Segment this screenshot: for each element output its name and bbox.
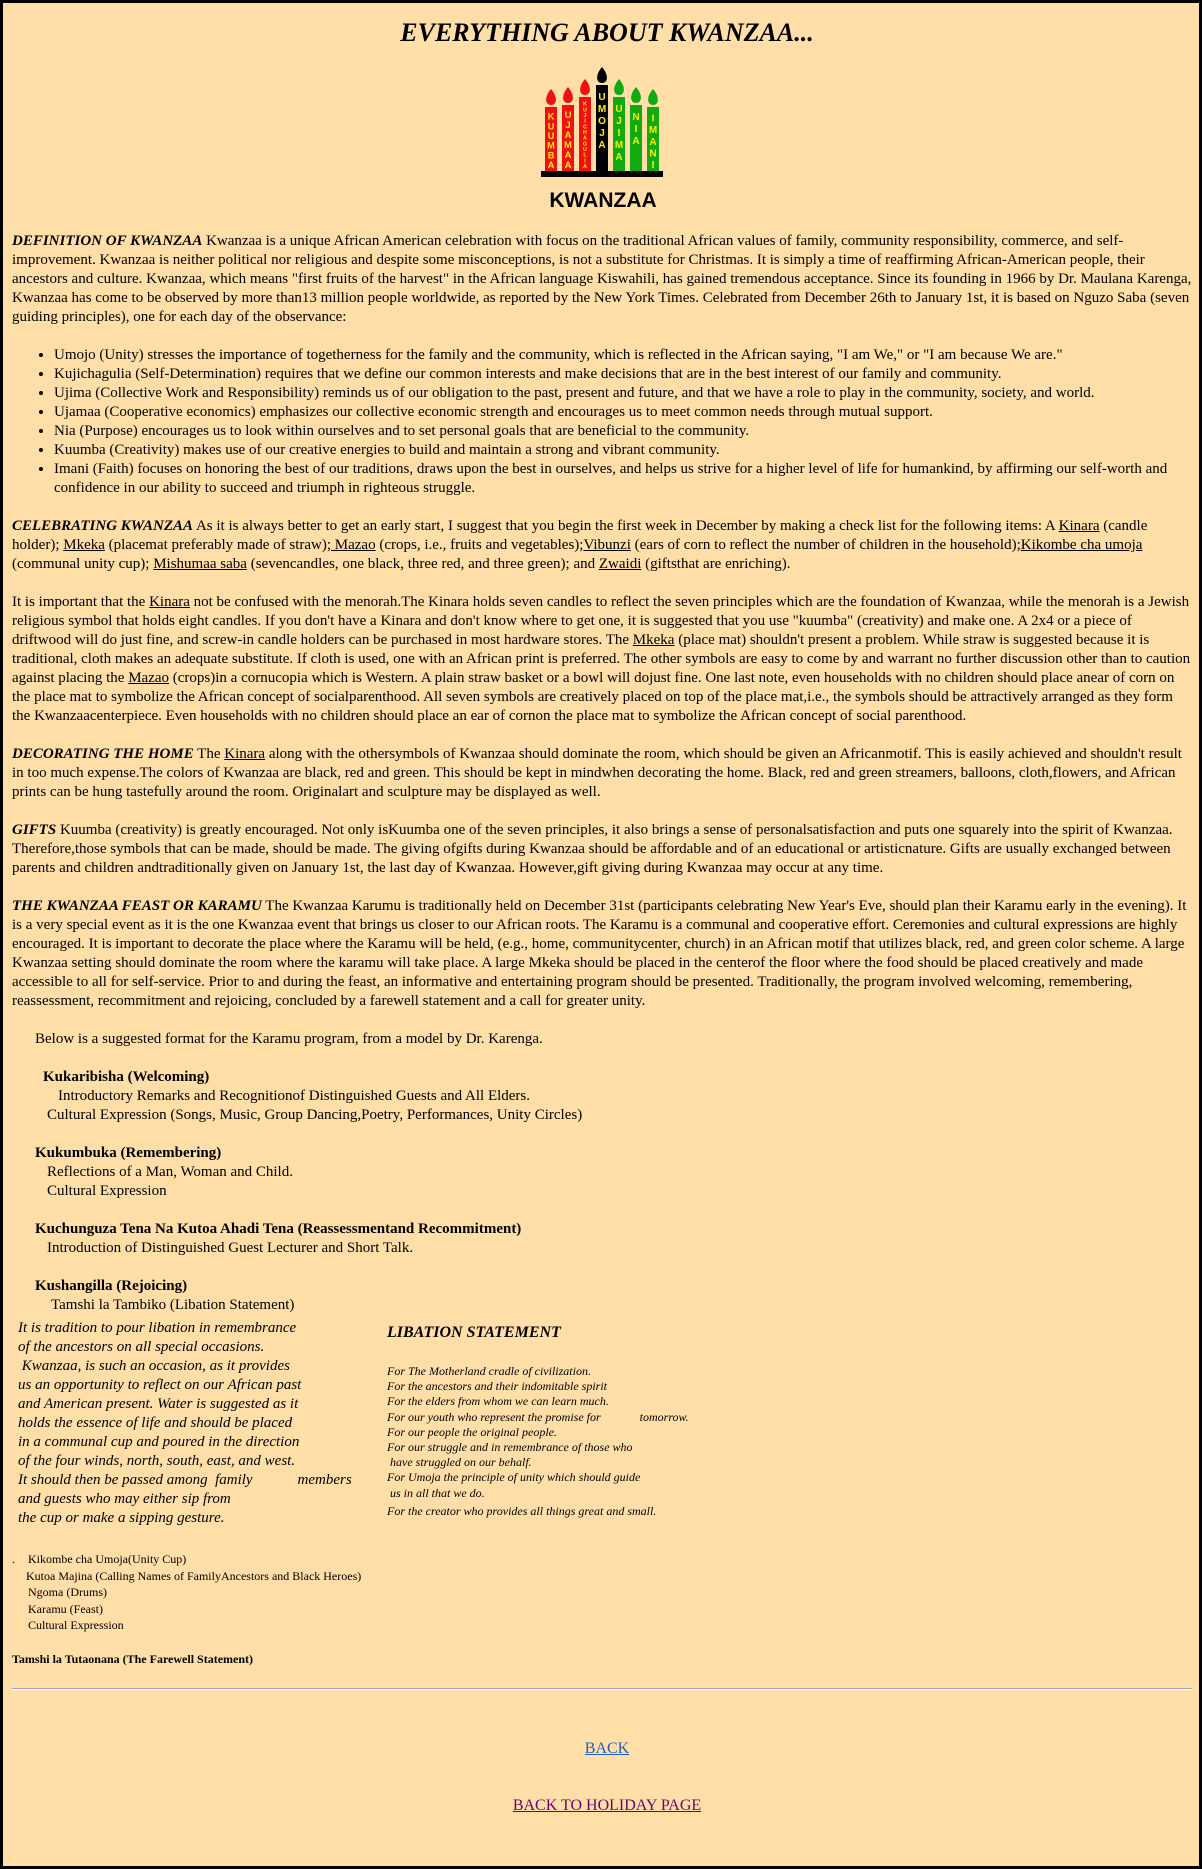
candle-letter: J bbox=[565, 120, 571, 131]
candle-ujamaa bbox=[562, 87, 574, 171]
link-mkeka[interactable]: Mkeka bbox=[63, 537, 105, 553]
kwanzaa-logo bbox=[537, 67, 687, 215]
candle-umoja bbox=[596, 67, 608, 171]
libation-statement-line: have struggled on our behalf. bbox=[387, 1455, 532, 1470]
definition-text: Kwanzaa is a unique African American celebration with focus on the traditional African values of family, community responsibility, commerce, and self-improvement. Kwanzaa is neither political nor religious and despite some misconceptions, is not a substitute for Christmas. It is simply a time of reaffirming African-American people, their ancestors and culture. Kwanzaa, which means "first fruits of the harvest" in the African language Kiswahili, has gained tremendous acceptance. Since its founding in 1966 by Dr. Maulana Karenga, Kwanzaa has come to be observed by more than13 million people worldwide, as reported by the New York Times. Celebrated from December 26th to January 1st, it is based on Nguzo Saba (seven guiding principles), one for each day of the observance: bbox=[12, 233, 1192, 325]
libation-statement-line: For our struggle and in remembrance of those who bbox=[387, 1440, 633, 1455]
program-heading: Kuchunguza Tena Na Kutoa Ahadi Tena (Reassessmentand Recommitment) bbox=[35, 1221, 522, 1237]
feast-paragraph bbox=[12, 897, 1192, 1011]
list-item: • Ujima (Collective Work and Responsibility) reminds us of our obligation to the past, present and future, and that we have a role to play in the community, society, and world. bbox=[54, 384, 1202, 403]
libation-statement bbox=[387, 1364, 787, 1519]
libation-line: and American present. Water is suggested as it bbox=[18, 1396, 299, 1412]
link-vibunzi[interactable]: Vibunzi bbox=[583, 537, 631, 553]
feast-heading: THE KWANZAA FEAST OR KARAMU bbox=[12, 898, 262, 914]
link-kinara[interactable]: Kinara bbox=[224, 746, 266, 762]
libation-explanation bbox=[18, 1319, 388, 1528]
candle-letter: I bbox=[651, 160, 655, 171]
celebrating-text: (ears of corn to reflect the number of children in the household); bbox=[630, 537, 1021, 553]
candle-kuumba bbox=[545, 89, 557, 171]
candle-letter: I bbox=[617, 128, 621, 139]
program-heading: Kushangilla (Rejoicing) bbox=[35, 1278, 188, 1294]
candle-kujichagulia bbox=[579, 79, 591, 171]
flame-icon bbox=[580, 79, 590, 95]
libation-statement-line: us in all that we do. bbox=[387, 1485, 485, 1500]
link-kinara[interactable]: Kinara bbox=[1058, 518, 1100, 534]
candle-letter: I bbox=[651, 113, 655, 125]
candle-letter: U bbox=[547, 121, 555, 132]
list-item: • Kujichagulia (Self-Determination) requires that we define our common interests and make decisions that are in the best interest of our family and community. bbox=[54, 365, 1202, 384]
link-kinara[interactable]: Kinara bbox=[149, 594, 190, 610]
flame-icon bbox=[614, 79, 624, 95]
candle-letter: I bbox=[584, 158, 586, 165]
link-mazao[interactable]: Mazao bbox=[331, 537, 376, 553]
candle-letter: A bbox=[564, 160, 572, 171]
back-to-holiday-page-link[interactable]: BACK TO HOLIDAY PAGE bbox=[512, 1797, 702, 1814]
celebrating-text: (candle holder); bbox=[12, 518, 1148, 553]
candle-letter: A bbox=[615, 152, 623, 163]
link-kikombe-cha-umoja[interactable]: Kikombe cha umoja bbox=[1020, 537, 1143, 553]
candle-letter: M bbox=[547, 140, 555, 151]
libation-statement-line: For our people the original people. bbox=[387, 1424, 557, 1439]
decorating-paragraph bbox=[12, 745, 1192, 802]
libation-line: the cup or make a sipping gesture. bbox=[18, 1510, 225, 1526]
kinara-text: (place mat) shouldn't present a problem. While straw is suggested because it is traditional, cloth makes an adequate substitute. If cloth is used, one with an African print is preferred. The other symbols are easy to come by and warrant no further discussion other than to caution against placing the bbox=[12, 632, 1191, 686]
kinara-paragraph bbox=[12, 593, 1192, 726]
candle-letter: U bbox=[564, 110, 572, 121]
candle-letter: C bbox=[583, 124, 587, 131]
libation-line: It is tradition to pour libation in remembrance bbox=[18, 1320, 297, 1336]
candle-letter: I bbox=[634, 124, 638, 135]
list-item: Kutoa Majina (Calling Names of FamilyAncestors and Black Heroes) bbox=[26, 1568, 362, 1583]
candle-letter: U bbox=[583, 147, 587, 153]
libation-line: in a communal cup and poured in the direction bbox=[18, 1434, 300, 1450]
libation-line: and guests who may either sip from bbox=[18, 1491, 231, 1507]
candle-letter: B bbox=[547, 150, 555, 161]
candle-letter: M bbox=[648, 125, 658, 137]
candle-letter: H bbox=[583, 130, 587, 136]
decorating-text: along with the othersymbols of Kwanzaa should dominate the room, which should be given an Africanmotif. This is easily achieved and shouldn't result in too much expense.The colors of Kwanzaa are black, red and green. This should be kept in mindwhen decorating the home. Black, red and green streamers, balloons, cloth,flowers, and African prints can be hung tastefully around the room. Originalart and sculpture may be displayed as well. bbox=[12, 746, 1182, 800]
definition-paragraph bbox=[12, 232, 1192, 327]
candle-letter: A bbox=[547, 160, 555, 170]
program-item: Tamshi la Tambiko (Libation Statement) bbox=[51, 1297, 295, 1313]
flame-icon bbox=[648, 89, 658, 105]
libation-line: holds the essence of life and should be placed bbox=[18, 1415, 293, 1431]
decorating-heading: DECORATING THE HOME bbox=[12, 746, 194, 762]
libation-line: us an opportunity to reflect on our African past bbox=[18, 1377, 302, 1393]
list-item: • Imani (Faith) focuses on honoring the best of our traditions, draws upon the best in ourselves, and helps us strive for a higher level of life for humankind, by affirming our self-worth and confidence in our ability to succeed and triumph in righteous struggle. bbox=[54, 460, 1202, 498]
celebrating-paragraph bbox=[12, 517, 1192, 574]
program-heading: Kukaribisha (Welcoming) bbox=[43, 1069, 210, 1085]
candle-letter: L bbox=[583, 152, 587, 159]
libation-line: Kwanzaa, is such an occasion, as it provides bbox=[18, 1358, 290, 1374]
closing-bullet: . bbox=[12, 1552, 15, 1566]
flame-icon bbox=[631, 87, 641, 103]
page-title: EVERYTHING ABOUT KWANZAA... bbox=[400, 18, 814, 47]
list-item: • Nia (Purpose) encourages us to look within ourselves and to set personal goals that are beneficial to the community. bbox=[54, 422, 1202, 441]
link-mkeka[interactable]: Mkeka bbox=[632, 632, 675, 648]
candle-letter: O bbox=[598, 116, 606, 127]
list-item: Ngoma (Drums) bbox=[28, 1585, 107, 1599]
candle-letter: A bbox=[564, 150, 572, 161]
list-item: • Umojo (Unity) stresses the importance of togetherness for the family and the community, which is reflected in the African saying, "I am We," or "I am because We are." bbox=[54, 346, 1202, 365]
libation-statement-line: For the ancestors and their indomitable spirit bbox=[387, 1379, 607, 1394]
link-zwaidi[interactable]: Zwaidi bbox=[598, 556, 642, 572]
candle-letter: U bbox=[615, 104, 623, 115]
program-item: Cultural Expression bbox=[47, 1183, 167, 1199]
candle-letter: N bbox=[649, 148, 657, 160]
list-item: Karamu (Feast) bbox=[28, 1601, 103, 1616]
list-item: Kikombe cha Umoja(Unity Cup) bbox=[28, 1552, 187, 1566]
feast-text: The Kwanzaa Karumu is traditionally held on December 31st (participants celebrating New Year's Eve, should plan their Karamu early in the evening). It is a very special event as it is the one Kwanzaa event that brings us closer to our African roots. The Karamu is a communal and cooperative effort. Ceremonies and cultural expressions are highly encouraged. It is important to decorate the place where the Karamu will be held, (e.g., home, communitycenter, church) in an African motif that utilizes black, red, and green color scheme. A large Kwanzaa setting should dominate the room where the karamu will take place. A large Mkeka should be placed in the centerof the floor where the food should be placed creatively and made accessible to all for self-service. Prior to and during the feast, an informative and entertaining program should be presented. Traditionally, the program involved welcoming, remembering, reassessment, recommitment and rejoicing, concluded by a farewell statement and a call for greater unity. bbox=[12, 898, 1187, 1009]
flame-icon bbox=[546, 89, 556, 105]
candle-letter: M bbox=[564, 140, 572, 151]
principles-list bbox=[12, 346, 1202, 498]
candle-letter: J bbox=[583, 113, 587, 119]
flame-icon bbox=[597, 67, 607, 83]
farewell-statement: Tamshi la Tutaonana (The Farewell Statement) bbox=[12, 1652, 254, 1666]
libation-title: LIBATION STATEMENT bbox=[387, 1324, 561, 1341]
candle-letter: M bbox=[597, 104, 607, 115]
candle-letter: U bbox=[598, 92, 606, 103]
libation-line: of the ancestors on all special occasions. bbox=[18, 1339, 265, 1355]
libation-line: of the four winds, north, south, east, and west. bbox=[18, 1453, 296, 1469]
candle-letter: I bbox=[584, 118, 586, 125]
candle-letter: K bbox=[583, 101, 587, 108]
candle-letter: U bbox=[583, 107, 587, 114]
kinara-text: not be confused with the menorah.The Kinara holds seven candles to reflect the seven principles which are the foundation of Kwanzaa, while the menorah is a Jewish religious symbol that holds eight candles. If you don't have a Kinara and don't know where to get one, it is suggested that you use "kuumba" (creativity) and make one. A 2x4 or a piece of driftwood will do just fine, and screw-in candle holders can be purchased in most hardware stores. The bbox=[12, 594, 1190, 648]
definition-heading: DEFINITION OF KWANZAA bbox=[12, 233, 203, 249]
candle-letter: A bbox=[583, 164, 587, 170]
celebrating-text: (crops, i.e., fruits and vegetables); bbox=[375, 537, 584, 553]
kwanzaa-wordmark: KWANZAA bbox=[549, 189, 657, 212]
celebrating-text: (sevencandles, one black, three red, and three green); and bbox=[246, 556, 599, 572]
back-link[interactable]: BACK bbox=[584, 1740, 630, 1757]
candle-letter: K bbox=[547, 111, 555, 122]
candle-nia bbox=[630, 87, 642, 171]
candle-letter: M bbox=[614, 140, 624, 151]
program-item: Introductory Remarks and Recognitionof Distinguished Guests and All Elders. bbox=[58, 1088, 531, 1104]
list-item: Cultural Expression bbox=[28, 1618, 124, 1632]
libation-statement-line: For our youth who represent the promise for tomorrow. bbox=[387, 1409, 689, 1424]
closing-list bbox=[28, 1551, 448, 1634]
gifts-paragraph bbox=[12, 821, 1192, 878]
candle-letter: J bbox=[599, 128, 605, 139]
program-item: Reflections of a Man, Woman and Child. bbox=[47, 1164, 293, 1180]
gifts-heading: GIFTS bbox=[12, 822, 57, 838]
kinara-text: (crops)in a cornucopia which is Western. A plain straw basket or a bowl will dojust fine. One last note, even households with no children should place anear of corn on the place mat to symbolize the African concept of socialparenthood. All seven symbols are creatively placed on top of the place mat,i.e., the symbols should be attractively arranged as they form the Kwanzaacenterpiece. Even households with no children should place an ear of cornon the place mat to symbolize the African concept of social parenthood. bbox=[12, 670, 1175, 724]
candle-letter: G bbox=[582, 141, 588, 148]
candle-letter: A bbox=[598, 140, 606, 151]
libation-statement-line: For Umoja the principle of unity which should guide bbox=[387, 1470, 641, 1485]
candle-letter: A bbox=[564, 130, 572, 141]
candle-letter: J bbox=[616, 116, 622, 127]
list-item: • Kuumba (Creativity) makes use of our creative energies to build and maintain a strong and vibrant community. bbox=[54, 441, 1202, 460]
program-heading: Kukumbuka (Remembering) bbox=[35, 1145, 222, 1161]
libation-statement-line: For the elders from whom we can learn much. bbox=[387, 1394, 609, 1409]
link-mishumaa-saba[interactable]: Mishumaa saba bbox=[153, 556, 247, 572]
celebrating-text: (placemat preferably made of straw); bbox=[104, 537, 332, 553]
kinara-text: It is important that the bbox=[12, 594, 150, 610]
program-intro: Below is a suggested format for the Karamu program, from a model by Dr. Karenga. bbox=[35, 1031, 543, 1047]
candle-letter: A bbox=[649, 136, 657, 148]
candle-imani bbox=[647, 89, 659, 171]
candle-ujima bbox=[613, 79, 625, 171]
celebrating-heading: CELEBRATING KWANZAA bbox=[12, 518, 194, 534]
kinara-base bbox=[541, 171, 663, 177]
libation-statement-line: For the creator who provides all things great and small. bbox=[387, 1503, 657, 1518]
libation-statement-line: For The Motherland cradle of civilization. bbox=[387, 1364, 591, 1378]
candle-letter: U bbox=[547, 131, 555, 141]
flame-icon bbox=[563, 87, 573, 103]
libation-line: It should then be passed among family members bbox=[18, 1472, 352, 1488]
link-mazao[interactable]: Mazao bbox=[128, 670, 170, 686]
program-item: Introduction of Distinguished Guest Lecturer and Short Talk. bbox=[47, 1240, 414, 1256]
candle-letter: N bbox=[632, 112, 640, 123]
celebrating-text: As it is always better to get an early start, I suggest that you begin the first week in December by making a check list for the following items: A bbox=[193, 518, 1059, 534]
celebrating-text: (communal unity cup); bbox=[12, 556, 154, 572]
candle-letter: A bbox=[632, 136, 640, 147]
gifts-text: Kuumba (creativity) is greatly encouraged. Not only isKuumba one of the seven principles, it also brings a sense of personalsatisfaction and puts one squarely into the spirit of Kwanzaa. Therefore,those symbols that can be made, should be made. The giving ofgifts during Kwanzaa should be affordable and of an educational or artisticnature. Gifts are usually exchanged between parents and children andtraditionally given on January 1st, the last day of Kwanzaa. However,gift giving during Kwanzaa may occur at any time. bbox=[12, 822, 1173, 876]
decorating-text: The bbox=[193, 746, 225, 762]
celebrating-text: (giftsthat are enriching). bbox=[641, 556, 791, 572]
divider bbox=[12, 1688, 1192, 1690]
program-item: Cultural Expression (Songs, Music, Group Dancing,Poetry, Performances, Unity Circles) bbox=[47, 1107, 583, 1123]
list-item: • Ujamaa (Cooperative economics) emphasizes our collective economic strength and encourages us to meet common needs through mutual support. bbox=[54, 403, 1202, 422]
candle-letter: A bbox=[583, 135, 587, 142]
